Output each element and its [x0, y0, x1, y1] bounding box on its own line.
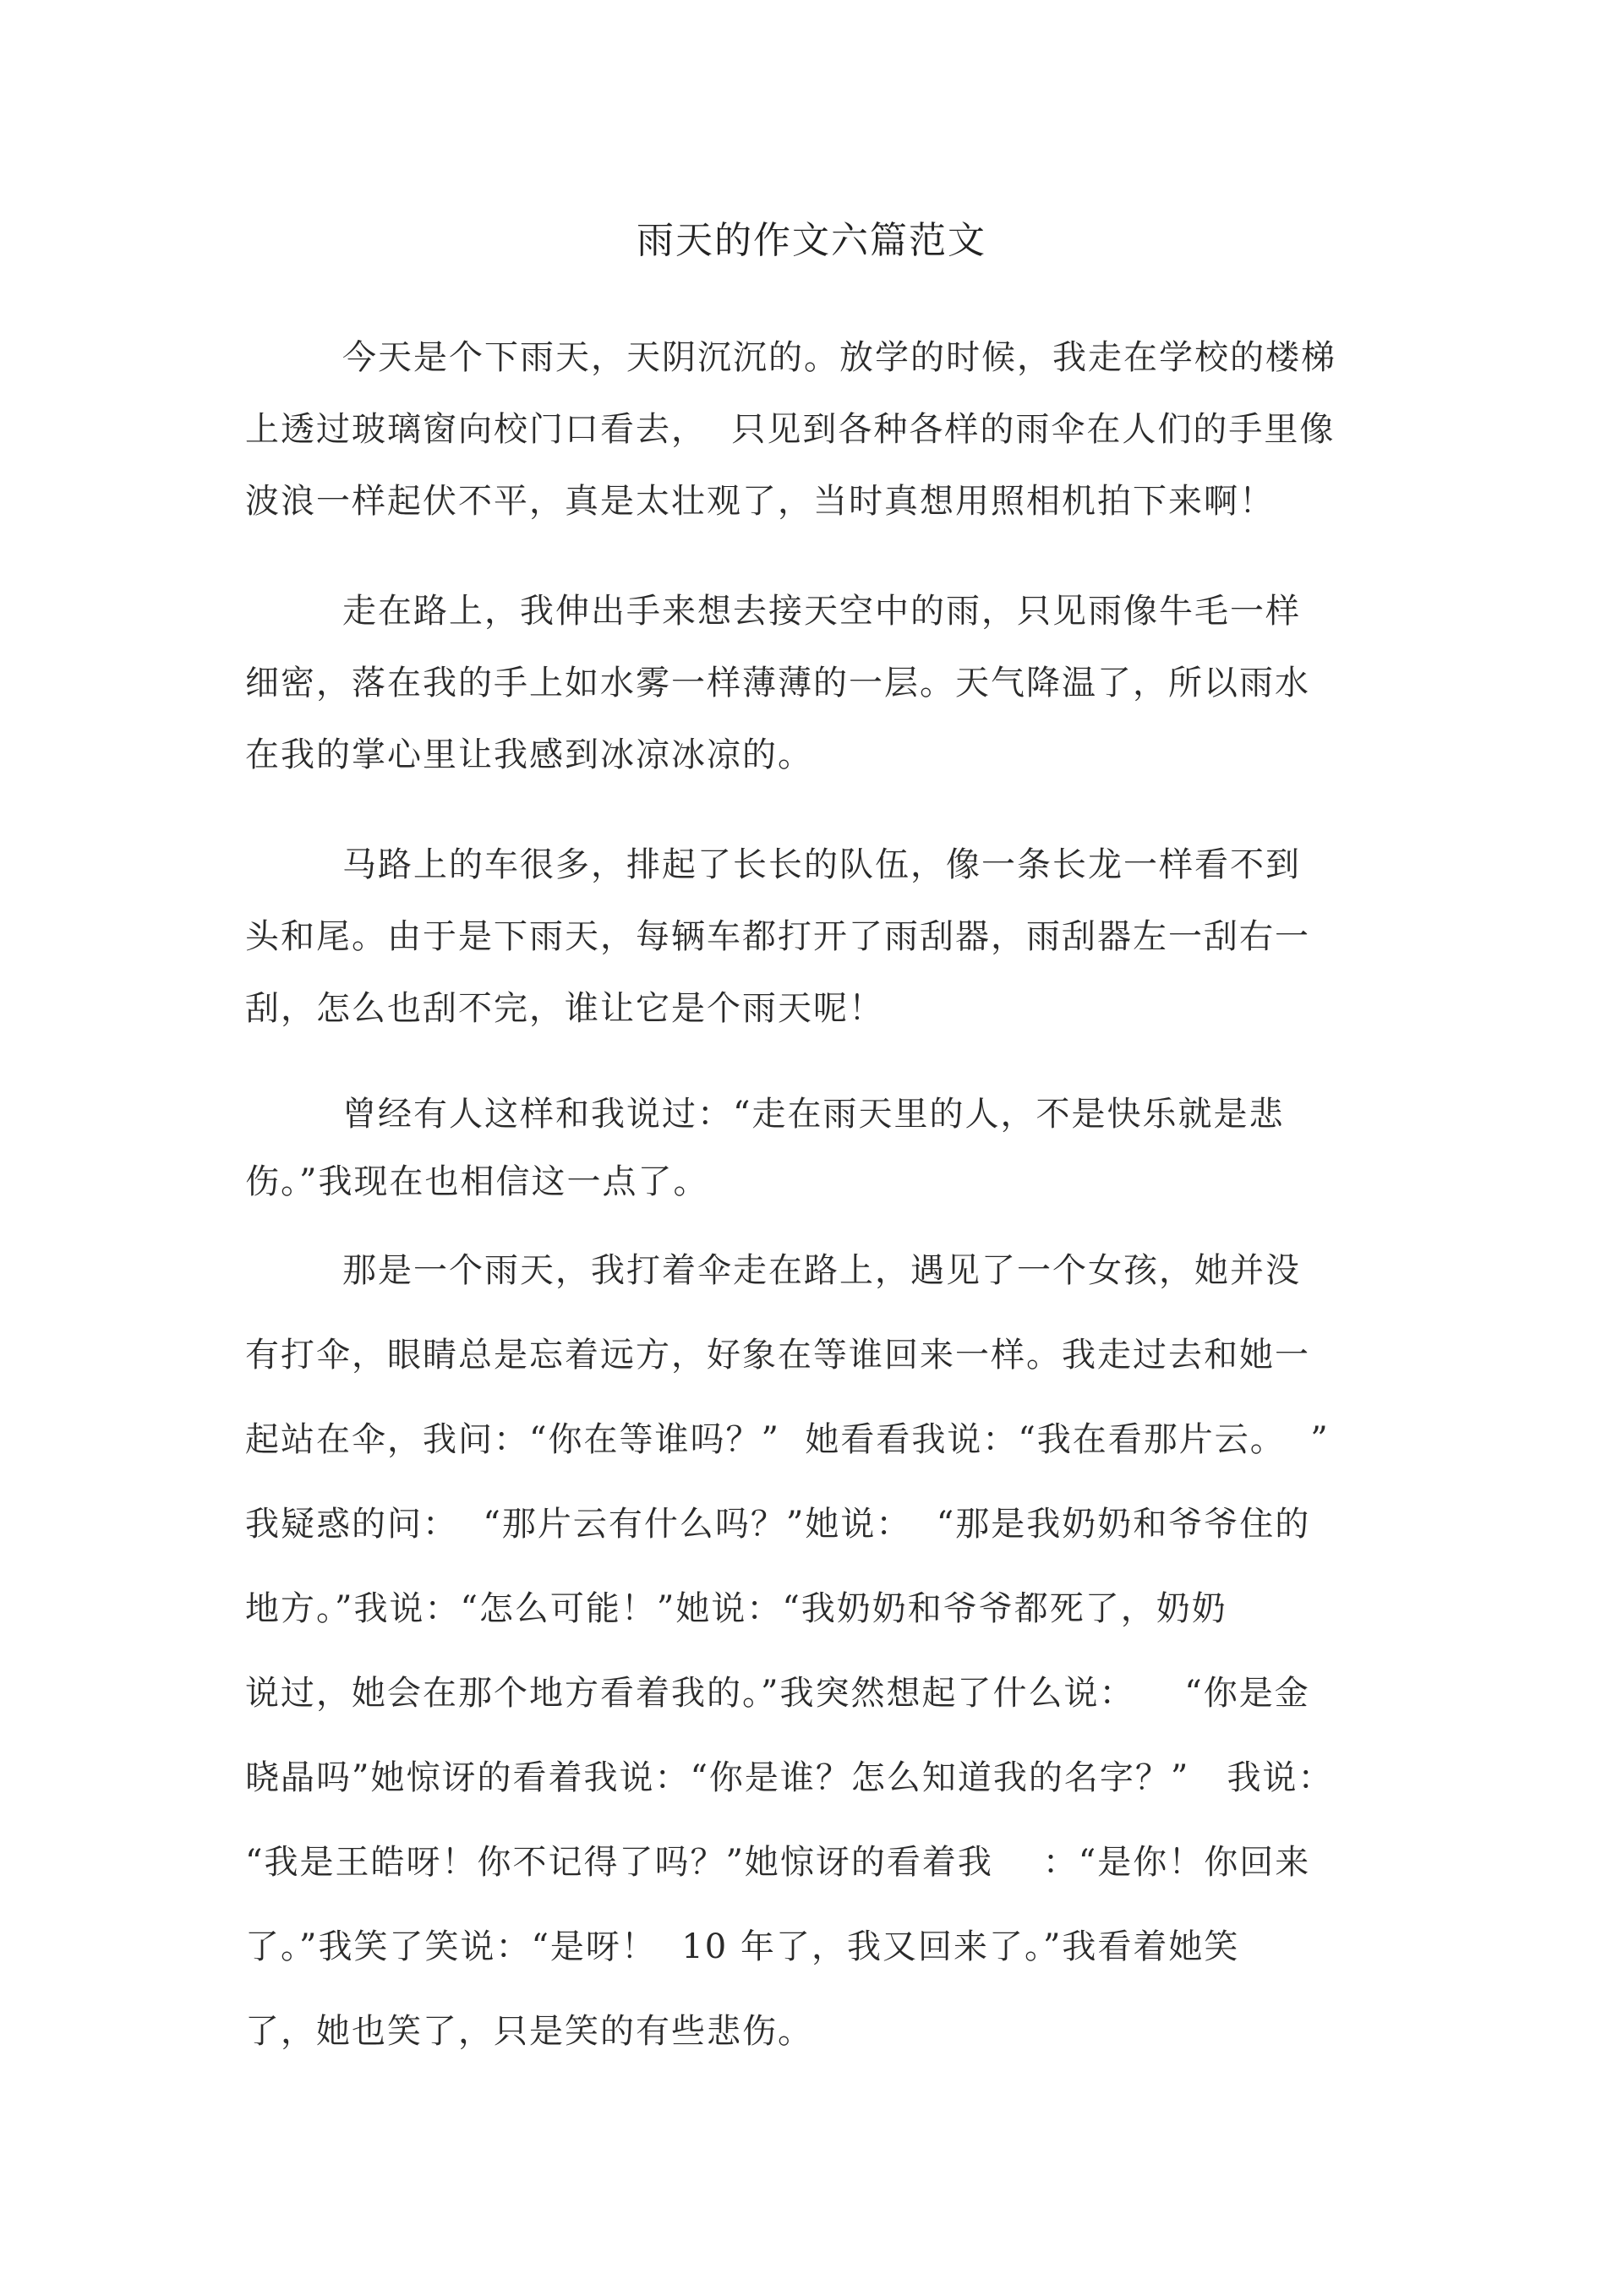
- paragraph-3-line-3: 刮，怎么也刮不完，谁让它是个雨天呢！: [245, 989, 884, 1028]
- paragraph-2-line-1: 走在路上，我伸出手来想去接天空中的雨，只见雨像牛毛一样: [342, 592, 1301, 631]
- paragraph-4-line-1: 曾经有人这样和我说过：“走在雨天里的人，不是快乐就是悲: [342, 1095, 1285, 1134]
- paragraph-5-line-10: 了，她也笑了，只是笑的有些悲伤。: [245, 2012, 813, 2051]
- paragraph-5-line-3: 起站在伞，我问：“你在等谁吗？” 她看看我说：“我在看那片云。 ”: [245, 1420, 1330, 1459]
- paragraph-2-line-2: 细密，落在我的手上如水雾一样薄薄的一层。天气降温了，所以雨水: [245, 664, 1310, 702]
- paragraph-5-line-1: 那是一个雨天，我打着伞走在路上，遇见了一个女孩，她并没: [342, 1251, 1301, 1290]
- paragraph-5-line-9: 了。”我笑了笑说：“是呀！ 10 年了，我又回来了。”我看着她笑: [245, 1927, 1240, 1966]
- paragraph-4-line-2: 伤。”我现在也相信这一点了。: [245, 1162, 709, 1201]
- paragraph-5-line-4: 我疑惑的问： “那片云有什么吗？”她说： “那是我奶奶和爷爷住的: [245, 1505, 1311, 1544]
- paragraph-5-line-2: 有打伞，眼睛总是忘着远方，好象在等谁回来一样。我走过去和她一: [245, 1336, 1310, 1375]
- paragraph-2-line-3: 在我的掌心里让我感到冰凉冰凉的。: [245, 735, 813, 774]
- document-title: 雨天的作文六篇范文: [637, 219, 986, 262]
- paragraph-1-line-3: 波浪一样起伏不平，真是太壮观了，当时真想用照相机拍下来啊！: [245, 482, 1275, 521]
- paragraph-1-line-1: 今天是个下雨天，天阴沉沉的。放学的时候，我走在学校的楼梯: [342, 338, 1336, 377]
- paragraph-5-line-7: 晓晶吗”她惊讶的看着我说：“你是谁？怎么知道我的名字？” 我说：: [245, 1758, 1334, 1797]
- paragraph-5-line-6: 说过，她会在那个地方看着我的。”我突然想起了什么说： “你是金: [245, 1674, 1310, 1713]
- paragraph-3-line-1: 马路上的车很多，排起了长长的队伍，像一条长龙一样看不到: [342, 845, 1301, 884]
- paragraph-3-line-2: 头和尾。由于是下雨天，每辆车都打开了雨刮器，雨刮器左一刮右一: [245, 917, 1310, 956]
- paragraph-1-line-2: 上透过玻璃窗向校门口看去， 只见到各种各样的雨伞在人们的手里像: [245, 410, 1336, 449]
- paragraph-5-line-8: “我是王皓呀！你不记得了吗？”她惊讶的看着我 ：“是你！你回来: [245, 1843, 1311, 1882]
- paragraph-5-line-5: 地方。”我说：“怎么可能！”她说：“我奶奶和爷爷都死了，奶奶: [245, 1589, 1227, 1628]
